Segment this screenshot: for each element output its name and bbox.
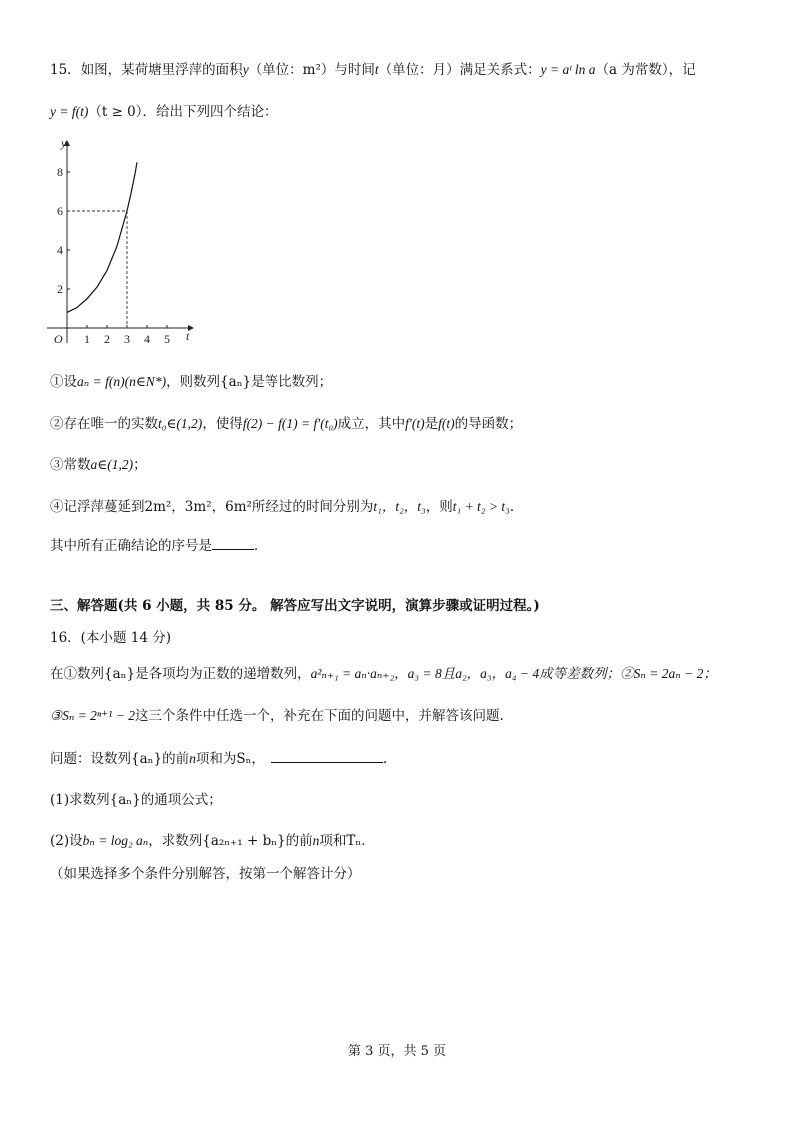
y-tick-label: 4 (57, 243, 63, 257)
problem-n: n (189, 751, 196, 766)
problem-text-a: 问题：设数列{aₙ}的前 (50, 751, 190, 767)
c2-formula3: f′(t) (405, 416, 425, 431)
growth-curve (67, 162, 137, 312)
c3-text-b: ； (133, 457, 147, 473)
y-axis-label: y (61, 136, 67, 150)
c3-formula: a∈(1,2) (90, 457, 134, 472)
x-tick-label: 3 (124, 332, 130, 346)
answer-text: 其中所有正确结论的序号是 (50, 538, 212, 554)
x-tick-label: 2 (104, 332, 110, 346)
y-tick-label: 6 (57, 204, 63, 218)
q16-conditions-line2 (50, 706, 504, 726)
problem-end: . (382, 751, 388, 767)
part2-text-a: (2)设 (50, 833, 83, 849)
origin-label: O (54, 332, 63, 346)
part2-formula: bₙ = log₂ aₙ (82, 833, 149, 848)
q15-formula: y = aᵗ ln a (540, 62, 596, 77)
answer-end: ． (254, 538, 268, 554)
c1-text-b: ，则数列{aₙ}是等比数列； (166, 374, 333, 390)
q15-answer-line (50, 535, 268, 556)
q15-a-const: （a 为常数），记 (595, 62, 696, 78)
q16-part1: (1)求数列{aₙ}的通项公式； (50, 792, 222, 808)
q15-conclusion-3 (50, 455, 147, 475)
cond2: ②Sₙ = 2aₙ − 2； (620, 666, 717, 681)
c2-text-c: 成立，其中 (337, 416, 406, 432)
q15-unit-t: （单位：月）满足关系式： (378, 62, 541, 78)
q15-conclusion-2 (50, 414, 522, 434)
c4-formula: t₁，t₂，t₃ (373, 499, 426, 514)
x-tick-label: 1 (84, 332, 90, 346)
q16-part2 (50, 831, 375, 851)
q15-func-def: y = f(t) (50, 104, 89, 119)
q15-graph (45, 133, 205, 358)
c2-formula2: f(2) − f(1) = f′(t₀) (242, 416, 338, 431)
c2-text-e: 的导函数； (454, 416, 523, 432)
q15-unit-y: （单位：m²）与时间 (248, 62, 375, 78)
x-tick-label: 5 (164, 332, 170, 346)
cond1-text: 在①数列{aₙ}是各项均为正数的递增数列， (50, 666, 311, 682)
q15-conclusion-4 (50, 497, 523, 517)
part2-n: n (312, 833, 320, 848)
c2-text-d: 是 (424, 416, 439, 432)
q15-domain: （t ≥ 0）．给出下列四个结论： (88, 104, 278, 120)
part2-text-c: 项和Tₙ． (319, 833, 375, 849)
c2-text-a: ②存在唯一的实数 (50, 416, 158, 432)
answer-blank[interactable] (212, 535, 254, 550)
q15-line2 (50, 102, 278, 122)
y-tick-label: 8 (57, 165, 63, 179)
cond1-formula: a²ₙ₊₁ = aₙ·aₙ₊₂，a₃ = 8且a₂，a₃，a₄ − 4成等差数列； (310, 666, 621, 681)
c3-text-a: ③常数 (50, 457, 91, 473)
c4-text-c: ． (509, 499, 524, 515)
x-axis-label: t (186, 329, 190, 343)
page-footer: 第 3 页，共 5 页 (347, 1044, 447, 1059)
q15-var-y: y (242, 62, 249, 77)
q16-problem (50, 748, 387, 769)
q15-line1 (50, 60, 696, 80)
q16-number: 16．(本小题 14 分) (50, 630, 171, 646)
section3-title: 三、解答题(共 6 小题，共 85 分。 解答应写出文字说明，演算步骤或证明过程。) (50, 598, 540, 614)
x-tick-label: 4 (144, 332, 150, 346)
cond3: ③Sₙ = 2ⁿ⁺¹ − 2 (50, 708, 135, 723)
c4-formula2: t₁ + t₂ > t₃ (452, 499, 510, 514)
cond3-text: 这三个条件中任选一个，补充在下面的问题中，并解答该问题. (134, 708, 504, 724)
condition-blank[interactable] (271, 748, 383, 763)
c1-formula: aₙ = f(n)(n∈N*) (77, 374, 167, 389)
problem-text-b: 项和为Sₙ， (195, 751, 265, 767)
q15-number: 15． (50, 62, 81, 78)
q15-conclusion-1 (50, 372, 332, 392)
c2-formula4: f(t) (438, 416, 455, 431)
c4-text-a: ④记浮萍蔓延到2m²，3m²，6m²所经过的时间分别为 (50, 499, 374, 515)
q15-var-t: t (374, 62, 379, 77)
c1-text-a: ①设 (50, 374, 77, 390)
c2-text-b: ，使得 (202, 416, 243, 432)
c4-text-b: ，则 (425, 499, 453, 515)
q16-conditions-line1 (50, 664, 717, 684)
c2-formula: t₀∈(1,2) (158, 416, 203, 431)
y-tick-label: 2 (57, 282, 63, 296)
part2-text-b: ，求数列{a₂ₙ₊₁ + bₙ}的前 (148, 833, 313, 849)
q16-note: （如果选择多个条件分别解答，按第一个解答计分） (50, 866, 361, 882)
q15-intro: 如图，某荷塘里浮萍的面积 (80, 62, 243, 78)
